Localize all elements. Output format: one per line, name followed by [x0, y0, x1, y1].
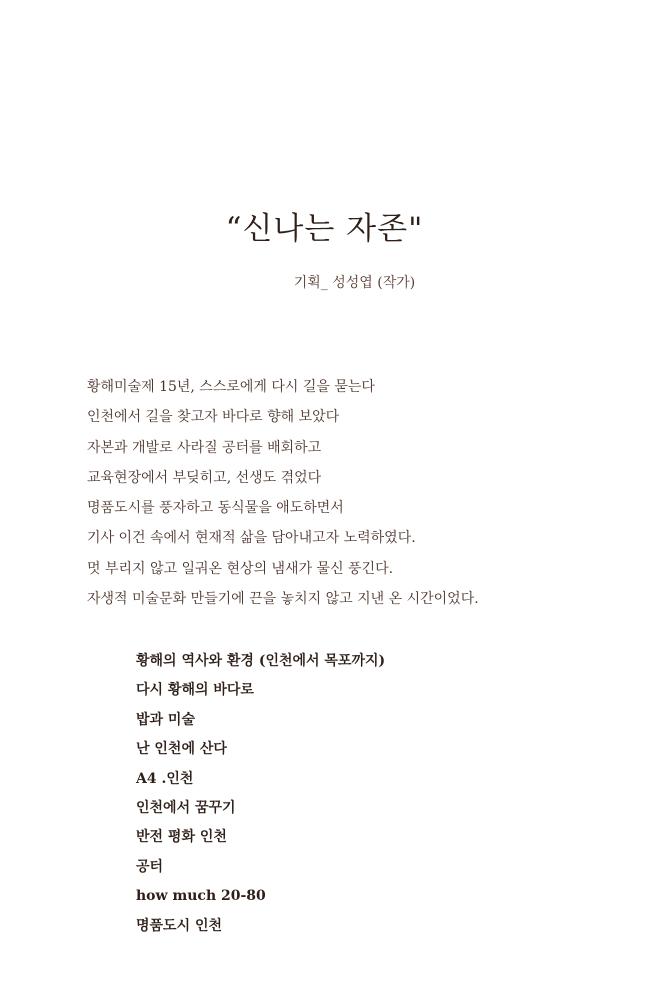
contents-item: 밥과 미술: [136, 711, 195, 728]
poem-line: 황해미술제 15년, 스스로에게 다시 길을 묻는다: [87, 379, 375, 395]
poem-line: 자생적 미술문화 만들기에 끈을 놓치지 않고 지낸 온 시간이었다.: [87, 591, 479, 608]
poem-line: 멋 부리지 않고 일궈온 현상의 냄새가 물신 풍긴다.: [87, 560, 394, 577]
contents-item: A4 .인천: [136, 770, 194, 787]
contents-item: 다시 황해의 바다로: [136, 682, 254, 699]
poem-line: 교육현장에서 부딪히고, 선생도 겪었다: [87, 469, 322, 486]
contents-item: 명품도시 인천: [136, 917, 223, 934]
poem-text: [87, 372, 607, 614]
contents-item: 난 인천에 산다: [136, 741, 227, 758]
contents-item: 반전 평화 인천: [136, 829, 227, 846]
contents-list: [136, 647, 556, 941]
poem-line: 기사 이건 속에서 현재적 삶을 담아내고자 노력하였다.: [87, 530, 416, 547]
byline: 기획_ 성성엽 (작가): [293, 275, 416, 291]
poem-line: 명품도시를 풍자하고 동식물을 애도하면서: [87, 500, 344, 517]
poem-line: 자본과 개발로 사라질 공터를 배회하고: [87, 439, 322, 456]
contents-item: 인천에서 꿈꾸기: [136, 800, 236, 817]
contents-item: 황해의 역사와 환경 (인천에서 목포까지): [136, 653, 386, 669]
contents-item: how much 20-80: [136, 888, 266, 905]
page-title: “신나는 자존": [225, 211, 424, 247]
poem-line: 인천에서 길을 찾고자 바다로 향해 보았다: [87, 409, 340, 426]
contents-item: 공터: [136, 858, 164, 875]
